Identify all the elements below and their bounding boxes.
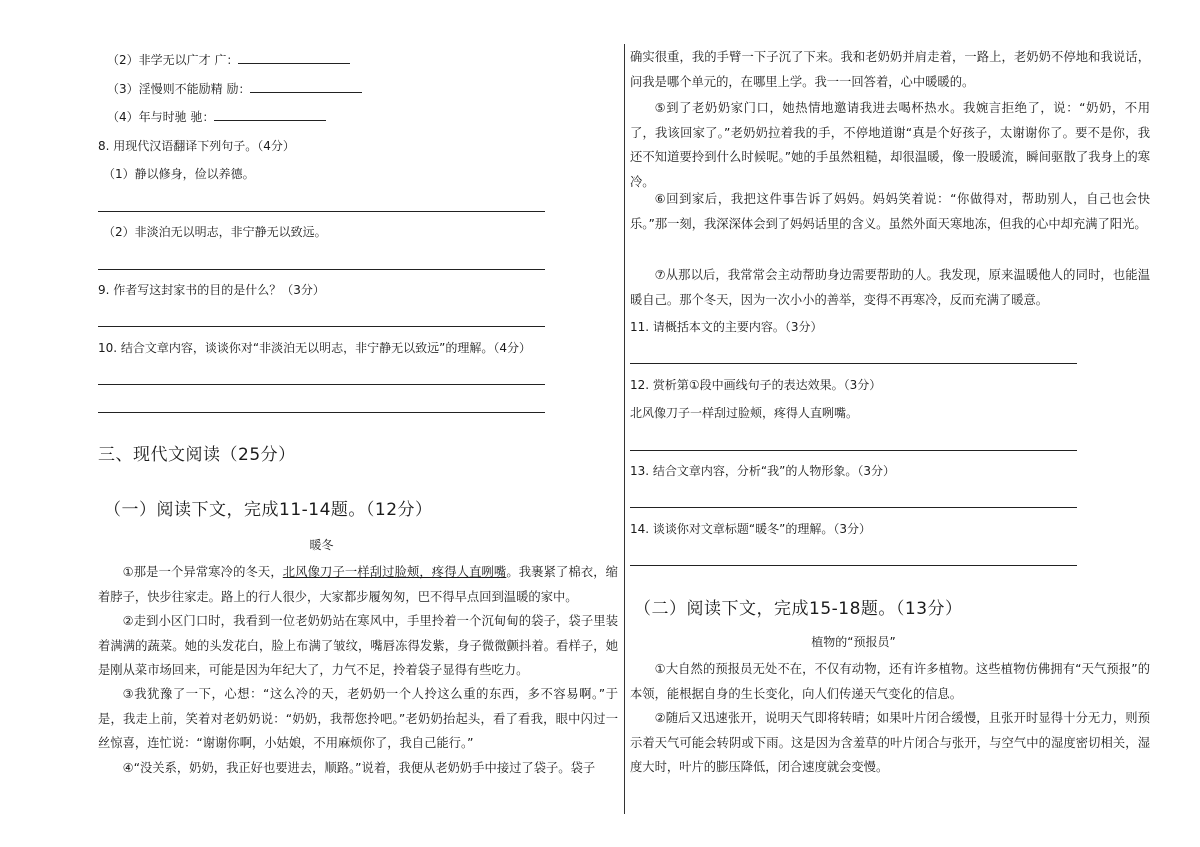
answer-line[interactable] xyxy=(98,326,545,327)
answer-blank[interactable] xyxy=(238,51,350,64)
answer-line[interactable] xyxy=(98,269,545,270)
q8-prompt: 8. 用现代汉语翻译下列句子。（4分） xyxy=(98,139,295,153)
section-3-title: 三、现代文阅读（25分） xyxy=(98,445,296,465)
answer-line[interactable] xyxy=(98,384,545,385)
answer-line[interactable] xyxy=(98,211,545,212)
answer-line[interactable] xyxy=(630,507,1077,508)
part-1-title: （一）阅读下文，完成11-14题。（12分） xyxy=(104,500,433,520)
paragraph-1-start: ①那是一个异常寒冷的冬天， xyxy=(122,565,283,579)
answer-blank[interactable] xyxy=(250,80,362,93)
article-title: 暖冬 xyxy=(309,538,334,552)
q7-item-2-text: （2）非学无以广才 广： xyxy=(107,53,239,67)
answer-line[interactable] xyxy=(98,412,545,413)
paragraph-2: ②走到小区门口时，我看到一位老奶奶站在寒风中，手里拎着一个沉甸甸的袋子，袋子里装着满满的蔬菜。她的头发花白，脸上布满了皱纹，嘴唇冻得发紫，身子微微颤抖着。看样子，她是刚从菜市场回来，可能是因为年纪大了，力气不足，拎着袋子显得有些吃力。 xyxy=(98,614,618,677)
q11-prompt: 11. 请概括本文的主要内容。（3分） xyxy=(630,320,823,334)
q7-item-4-text: （4）年与时驰 驰： xyxy=(107,110,215,124)
q8-sentence-1: （1）静以修身，俭以养德。 xyxy=(103,167,255,181)
paragraph-4-continued: 确实很重，我的手臂一下子沉了下来。我和老奶奶并肩走着，一路上，老奶奶不停地和我说话，问我是哪个单元的，在哪里上学。我一一回答着，心中暖暖的。 xyxy=(630,50,1150,89)
q8-sentence-2: （2）非淡泊无以明志，非宁静无以致远。 xyxy=(103,225,327,239)
paragraph-3: ③我犹豫了一下，心想：“这么冷的天，老奶奶一个人拎这么重的东西，多不容易啊。”于是，我走上前，笑着对老奶奶说：“奶奶，我帮您拎吧。”老奶奶抬起头，看了看我，眼中闪过一丝惊喜，连忙说：“谢谢你啊，小姑娘，不用麻烦你了，我自己能行。” xyxy=(98,687,618,750)
q14-prompt: 14. 谈谈你对文章标题“暖冬”的理解。（3分） xyxy=(630,522,871,536)
q7-item-4 xyxy=(107,108,326,126)
q7-item-3 xyxy=(107,80,362,98)
article-2-paragraph-2: ②随后又迅速张开，说明天气即将转晴；如果叶片闭合缓慢，且张开时显得十分无力，则预示着天气可能会转阴或下雨。这是因为含羞草的叶片闭合与张开，与空气中的湿度密切相关，湿度大时，叶片的膨压降低，闭合速度就会变慢。 xyxy=(630,711,1150,774)
answer-line[interactable] xyxy=(630,565,1077,566)
part-2-title: （二）阅读下文，完成15-18题。（13分） xyxy=(634,599,963,619)
q7-item-2 xyxy=(107,51,350,69)
q12-sentence: 北风像刀子一样刮过脸颊，疼得人直咧嘴。 xyxy=(630,406,859,420)
article-2-title: 植物的“预报员” xyxy=(811,635,896,649)
q9-prompt: 9. 作者写这封家书的目的是什么？（3分） xyxy=(98,283,325,297)
paragraph-5: ⑤到了老奶奶家门口，她热情地邀请我进去喝杯热水。我婉言拒绝了，说：“奶奶，不用了，我该回家了。”老奶奶拉着我的手，不停地道谢“真是个好孩子，太谢谢你了。要不是你，我还不知道要拎到什么时候呢。”她的手虽然粗糙，却很温暖，像一股暖流，瞬间驱散了我身上的寒冷。 xyxy=(630,101,1150,189)
paragraph-1 xyxy=(98,560,618,609)
column-divider xyxy=(624,44,625,814)
q10-prompt: 10. 结合文章内容，谈谈你对“非淡泊无以明志，非宁静无以致远”的理解。（4分） xyxy=(98,341,531,355)
q12-prompt: 12. 赏析第①段中画线句子的表达效果。（3分） xyxy=(630,378,882,392)
q7-item-3-text: （3）淫慢则不能励精 励： xyxy=(107,82,251,96)
paragraph-1-end: 。我裹紧了棉衣，缩着脖子，快步往家走。路上的行人很少，大家都步履匆匆，巴不得早点回到温暖的家中。 xyxy=(98,565,618,604)
answer-blank[interactable] xyxy=(214,108,326,121)
paragraph-7: ⑦从那以后，我常常会主动帮助身边需要帮助的人。我发现，原来温暖他人的同时，也能温暖自己。那个冬天，因为一次小小的善举，变得不再寒冷，反而充满了暖意。 xyxy=(630,268,1150,307)
q13-prompt: 13. 结合文章内容，分析“我”的人物形象。（3分） xyxy=(630,464,895,478)
underlined-sentence: 北风像刀子一样刮过脸颊，疼得人直咧嘴 xyxy=(282,565,507,579)
article-2-paragraph-1: ①大自然的预报员无处不在，不仅有动物，还有许多植物。这些植物仿佛拥有“天气预报”的本领，能根据自身的生长变化，向人们传递天气变化的信息。 xyxy=(630,662,1150,701)
answer-line[interactable] xyxy=(630,450,1077,451)
paragraph-4: ④“没关系，奶奶，我正好也要进去，顺路。”说着，我便从老奶奶手中接过了袋子。袋子 xyxy=(122,761,596,775)
answer-line[interactable] xyxy=(630,363,1077,364)
paragraph-6: ⑥回到家后，我把这件事告诉了妈妈。妈妈笑着说：“你做得对，帮助别人，自己也会快乐。”那一刻，我深深体会到了妈妈话里的含义。虽然外面天寒地冻，但我的心中却充满了阳光。 xyxy=(630,192,1150,231)
